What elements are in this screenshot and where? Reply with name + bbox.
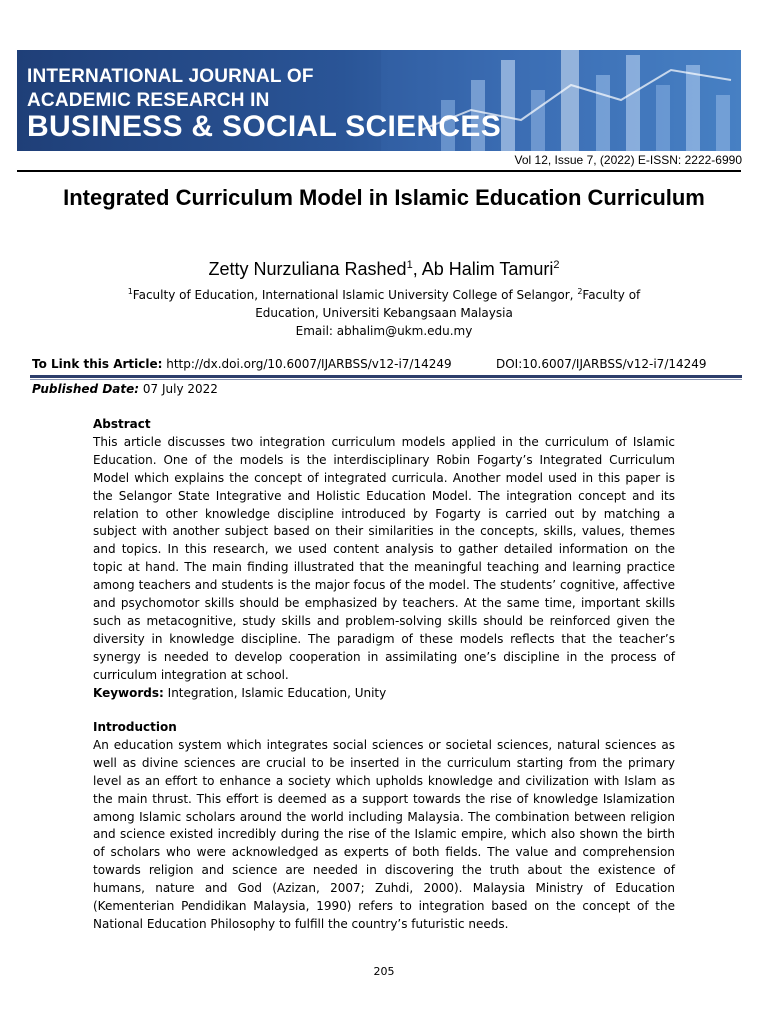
header-rule <box>17 170 741 172</box>
affiliations <box>100 283 668 340</box>
link-label: To Link this Article: <box>32 357 163 371</box>
author-1: Zetty Nurzuliana Rashed <box>208 259 407 279</box>
article-link-row <box>32 357 732 371</box>
published-date <box>32 382 218 396</box>
journal-banner <box>17 50 741 151</box>
affil-text-1: Faculty of Education, International Islamic University College of Selangor, <box>132 288 578 302</box>
author-2: Ab Halim Tamuri <box>421 259 554 279</box>
introduction-heading: Introduction <box>93 720 177 734</box>
author-separator: , <box>412 259 422 279</box>
page-number: 205 <box>373 965 395 978</box>
author-1-sup: 1 <box>406 259 413 271</box>
keywords-value: Integration, Islamic Education, Unity <box>167 685 387 700</box>
abstract-text: This article discusses two integration curriculum models applied in the curriculum of Islamic Education. One of the models is the interdisciplinary Robin Fogarty’s Integrated Curriculum Model which explains the concept of integrated curricula. Another model used in this paper is the Selangor State Integrative and Holistic Education Model. The integration concept and its relation to other knowledge discipline introduced by Fogarty is carried out by matching a subject with another subject based on their similarities in the concepts, skills, values, themes and topics. In this research, we used content analysis to gather detailed information on the topic at hand. The main finding illustrated that the meaningful teaching and learning practice among teachers and students is the major focus of the model. The students’ cognitive, affective and psychomotor skills should be emphasized by teachers. At the same time, important skills such as metacognitive, study skills and problem-solving skills should be reinforced given the diversity in knowledge discipline. The paradigm of these models reflects that the teacher’s synergy is needed to develop cooperation in assimilating one’s discipline in the process of curriculum integration at school. <box>93 434 675 682</box>
authors-line <box>0 259 768 280</box>
paper-title: Integrated Curriculum Model in Islamic Education Curriculum <box>63 185 705 210</box>
doi-text: DOI:10.6007/IJARBSS/v12-i7/14249 <box>496 357 707 371</box>
article-url-link[interactable]: http://dx.doi.org/10.6007/IJARBSS/v12-i7/14249 <box>166 357 452 371</box>
affil-sup-2: 2 <box>577 287 583 296</box>
banner-line-3: BUSINESS & SOCIAL SCIENCES <box>27 110 502 143</box>
affil-text-2: Faculty of Education, Universiti Kebangsaan Malaysia <box>255 288 641 320</box>
issue-info: Vol 12, Issue 7, (2022) E-ISSN: 2222-6990 <box>514 153 742 167</box>
banner-line-2: ACADEMIC RESEARCH IN <box>27 90 270 111</box>
author-email: Email: abhalim@ukm.edu.my <box>295 324 473 338</box>
author-2-sup: 2 <box>553 259 560 271</box>
banner-line-1: INTERNATIONAL JOURNAL OF <box>27 66 314 87</box>
published-value: 07 July 2022 <box>142 382 218 396</box>
abstract-heading: Abstract <box>93 417 151 431</box>
affil-sup-1: 1 <box>127 287 133 296</box>
link-rule-thin <box>30 379 742 380</box>
introduction-text: An education system which integrates social sciences or societal sciences, natural sciences as well as divine sciences are crucial to be inserted in the curriculum starting from the primary level as an effort to enhance a society which upholds knowledge and civilization with Islam as the main thrust. This effort is deemed as a support towards the rise of knowledge Islamization among Islamic scholars around the world including Malaysia. The combination between religion and science existed incredibly during the rise of the Islamic empire, which also shown the birth of scholars who were acknowledged as experts of both fields. The value and comprehension towards religion and science are needed in discovering the truth about the existence of humans, nature and God (Azizan, 2007; Zuhdi, 2000). Malaysia Ministry of Education (Kementerian Pendidikan Malaysia, 1990) refers to integration based on the concept of the National Education Philosophy to fulfill the country’s futuristic needs. <box>93 737 675 931</box>
keywords-line <box>93 685 675 703</box>
published-label: Published Date: <box>32 382 140 396</box>
introduction-section <box>93 719 675 934</box>
link-rule-thick <box>30 375 742 378</box>
keywords-label: Keywords: <box>93 685 164 700</box>
abstract-section <box>93 416 675 703</box>
